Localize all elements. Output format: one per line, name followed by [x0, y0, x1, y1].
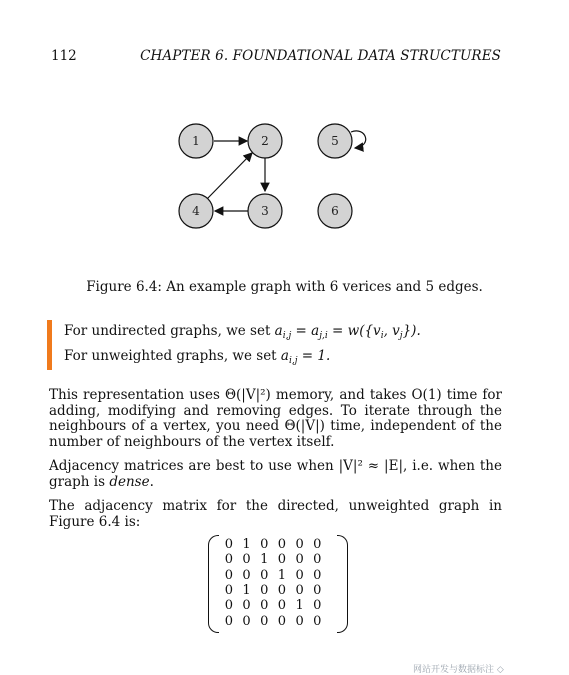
matrix-cell: 0 — [242, 598, 251, 614]
edge-4-2 — [207, 153, 252, 199]
dense-term: dense — [109, 473, 150, 490]
unweighted-rule: For unweighted graphs, we set $a_{i,j} = 1$. — [64, 348, 331, 366]
matrix-cell: 0 — [224, 583, 233, 599]
matrix-cell: 0 — [313, 583, 322, 599]
matrix-cell: 0 — [295, 567, 304, 583]
matrix-row — [220, 537, 326, 552]
matrix-intro: The adjacency matrix for the directed, unweighted graph in Figure 6.4 is: — [49, 498, 502, 530]
page-header — [51, 48, 501, 68]
matrix-cell: 0 — [313, 537, 322, 553]
matrix-cell: 0 — [224, 613, 233, 629]
svg-text:6: 6 — [331, 204, 339, 218]
svg-text:2: 2 — [261, 134, 269, 148]
svg-text:5: 5 — [331, 134, 339, 148]
figure-caption: Figure 6.4: An example graph with 6 verices and 5 edges. — [86, 279, 483, 295]
matrix-table — [220, 537, 326, 629]
matrix-row — [220, 613, 326, 628]
undirected-rule: For undirected graphs, we set $a_{i,j} = a_{j,i} = w(\{v_i$, $v_j$}). — [64, 323, 421, 341]
memory-paragraph: This representation uses Θ(|V|²) memory, and takes O(1) time for adding, modifying and removing edges. To iterate through the neighbours of a vertex, you need Θ(|V|) time, independent of the number of neighbours of the vertex itself. — [49, 387, 502, 450]
matrix-cell: 0 — [295, 613, 304, 629]
matrix-cell: 0 — [260, 613, 269, 629]
edge-5-5-loop — [351, 131, 366, 148]
matrix-cell: 0 — [224, 598, 233, 614]
adjacency-matrix — [208, 535, 348, 631]
page-number: 112 — [51, 48, 77, 64]
matrix-cell: 1 — [295, 598, 304, 614]
matrix-cell: 0 — [260, 567, 269, 583]
matrix-cell: 0 — [260, 537, 269, 553]
matrix-cell: 0 — [224, 552, 233, 568]
matrix-left-bracket — [208, 535, 219, 633]
matrix-cell: 0 — [277, 598, 287, 614]
matrix-cell: 0 — [295, 552, 304, 568]
matrix-cell: 0 — [242, 567, 251, 583]
matrix-cell: 0 — [224, 567, 233, 583]
matrix-cell: 0 — [277, 613, 287, 629]
node-3 — [248, 194, 282, 228]
dense-paragraph: Adjacency matrices are best to use when |V|² ≈ |E|, i.e. when the graph is dense. — [49, 458, 502, 490]
definition-callout — [47, 320, 492, 370]
matrix-right-bracket — [337, 535, 348, 633]
graph-svg — [170, 118, 390, 238]
matrix-cell: 0 — [313, 552, 322, 568]
matrix-row — [220, 568, 326, 583]
chapter-title: CHAPTER 6. FOUNDATIONAL DATA STRUCTURES — [140, 48, 501, 64]
matrix-row — [220, 552, 326, 567]
node-6 — [318, 194, 352, 228]
matrix-cell: 0 — [313, 567, 322, 583]
watermark: 网站开发与数据标注 ◇ — [413, 665, 504, 675]
matrix-cell: 0 — [242, 613, 251, 629]
matrix-cell: 1 — [242, 583, 251, 599]
svg-text:3: 3 — [261, 204, 269, 218]
matrix-cell: 0 — [295, 537, 304, 553]
matrix-cell: 0 — [224, 537, 233, 553]
graph-figure — [170, 118, 390, 238]
matrix-cell: 1 — [260, 552, 269, 568]
matrix-cell: 0 — [277, 552, 287, 568]
matrix-cell: 0 — [313, 613, 322, 629]
node-5 — [318, 124, 352, 158]
matrix-cell: 1 — [242, 537, 251, 553]
matrix-cell: 0 — [295, 583, 304, 599]
matrix-cell: 0 — [277, 583, 287, 599]
node-4 — [179, 194, 213, 228]
matrix-cell: 0 — [260, 583, 269, 599]
matrix-cell: 0 — [242, 552, 251, 568]
matrix-cell: 0 — [313, 598, 322, 614]
node-2 — [248, 124, 282, 158]
matrix-cell: 0 — [277, 537, 287, 553]
matrix-cell: 1 — [277, 567, 287, 583]
matrix-cell: 0 — [260, 598, 269, 614]
matrix-row — [220, 598, 326, 613]
svg-text:1: 1 — [192, 134, 200, 148]
matrix-row — [220, 583, 326, 598]
node-1 — [179, 124, 213, 158]
svg-text:4: 4 — [192, 204, 200, 218]
